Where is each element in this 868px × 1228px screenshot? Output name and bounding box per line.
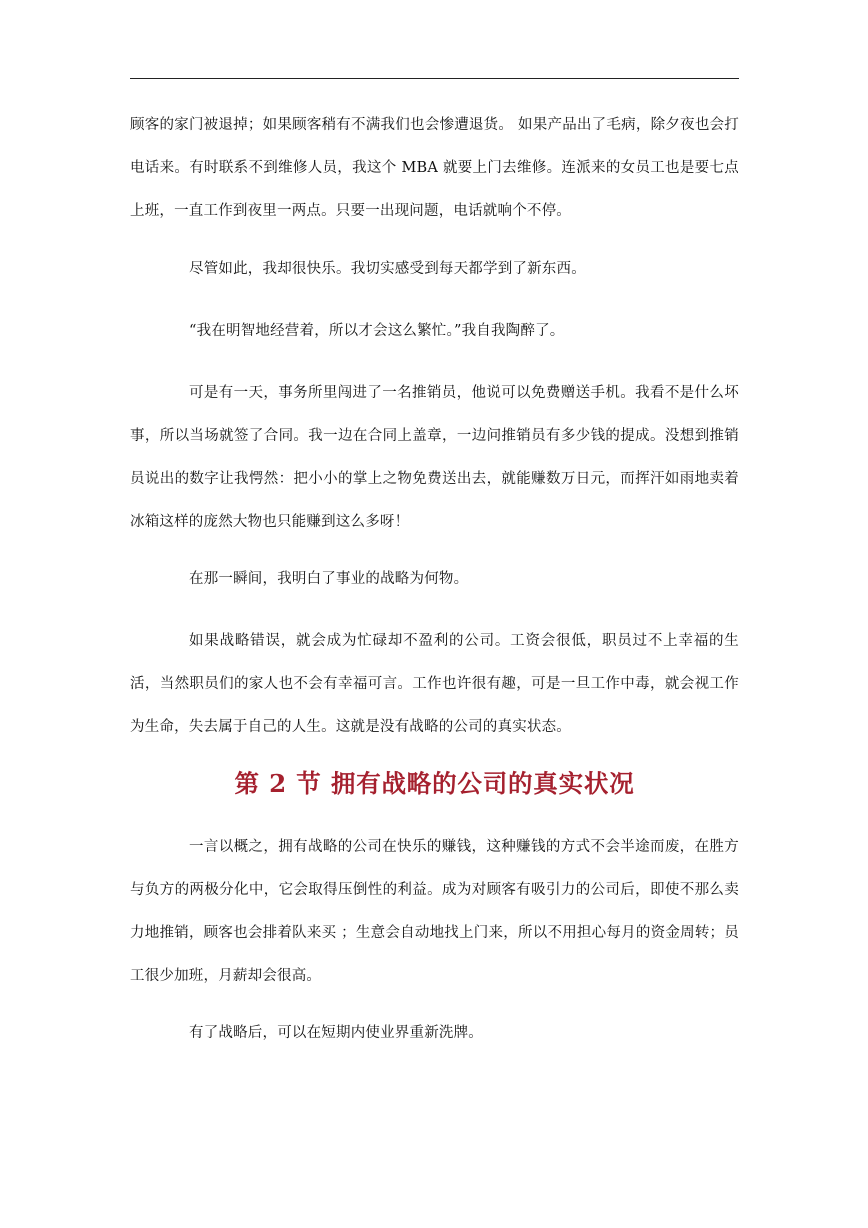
paragraph-continued: 顾客的家门被退掉；如果顾客稍有不满我们也会惨遭退货。 如果产品出了毛病，除夕夜也会打电话来。有时联系不到维修人员，我这个 MBA 就要上门去维修。连派来的女员工也是要七点上班，一直工作到夜里一两点。只要一出现问题，电话就响个不停。 (130, 117, 739, 219)
paragraph: 一言以概之，拥有战略的公司在快乐的赚钱，这种赚钱的方式不会半途而废，在胜方与负方的两极分化中，它会取得压倒性的利益。成为对顾客有吸引力的公司后，即使不那么卖力地推销，顾客也会排着队来买 ；生意会自动地找上门来，所以不用担心每月的资金周转；员工很少加班，月薪却会很高。 (130, 839, 739, 984)
paragraph: 在那一瞬间，我明白了事业的战略为何物。 (189, 571, 469, 587)
section-heading: 第 2 节 拥有战略的公司的真实状况 (234, 769, 635, 798)
paragraph: 可是有一天，事务所里闯进了一名推销员，他说可以免费赠送手机。我看不是什么坏事，所以当场就签了合同。我一边在合同上盖章，一边问推销员有多少钱的提成。没想到推销员说出的数字让我愕然：把小小的掌上之物免费送出去，就能赚数万日元，而挥汗如雨地卖着冰箱这样的庞然大物也只能赚到这么多呀！ (130, 385, 739, 530)
paragraph: 如果战略错误，就会成为忙碌却不盈利的公司。工资会很低，职员过不上幸福的生活，当然职员们的家人也不会有幸福可言。工作也许很有趣，可是一旦工作中毒，就会视工作为生命，失去属于自己的人生。这就是没有战略的公司的真实状态。 (130, 633, 739, 735)
paragraph-quote: “我在明智地经营着，所以才会这么繁忙。”我自我陶醉了。 (189, 323, 565, 339)
paragraph: 尽管如此，我却很快乐。我切实感受到每天都学到了新东西。 (189, 261, 586, 277)
paragraph: 有了战略后，可以在短期内使业界重新洗牌。 (189, 1025, 483, 1041)
header-rule (130, 78, 739, 79)
